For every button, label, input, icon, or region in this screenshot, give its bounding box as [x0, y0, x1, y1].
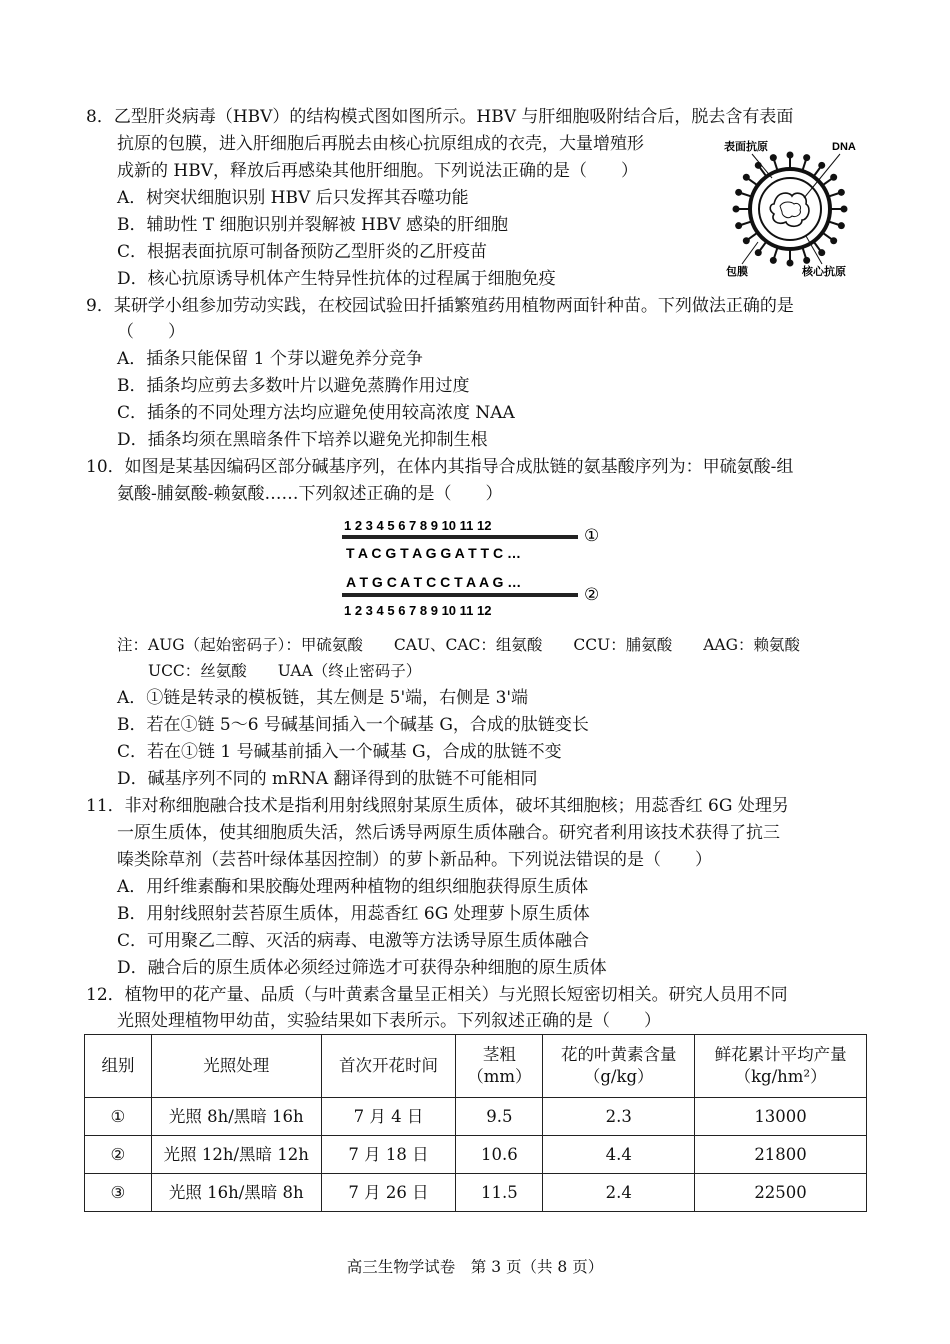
q11-stem-line-2: 一原生质体，使其细胞质失活，然后诱导两原生质体融合。研究者利用该技术获得了抗三	[117, 823, 780, 843]
table-row	[85, 1174, 867, 1212]
q10-option-c: C．若在①链 1 号碱基前插入一个碱基 G，合成的肽链不变	[117, 742, 562, 762]
cell-lutein: 2.4	[543, 1174, 695, 1212]
cell-stem: 9.5	[456, 1098, 543, 1136]
table-header-row	[85, 1035, 867, 1098]
header-group: 组别	[85, 1035, 152, 1098]
header-stem-diameter: 茎粗 （mm）	[456, 1035, 543, 1098]
q11-stem-line-1: 11．非对称细胞融合技术是指利用射线照射某原生质体，破坏其细胞核；用蕊香红 6G 处理另	[86, 796, 789, 816]
q12-stem-line-2: 光照处理植物甲幼苗，实验结果如下表所示。下列叙述正确的是（ ）	[117, 1011, 661, 1031]
envelope-label: 包膜	[726, 266, 748, 278]
strand1-label: ①	[584, 526, 600, 546]
header-flower-yield: 鲜花累计平均产量 （kg/hm²）	[695, 1035, 867, 1098]
q9-option-a: A．插条只能保留 1 个芽以避免养分竞争	[117, 349, 423, 369]
cell-flowering: 7 月 4 日	[321, 1098, 456, 1136]
q10-option-a: A．①链是转录的模板链，其左侧是 5'端，右侧是 3'端	[117, 688, 529, 708]
q10-option-b: B．若在①链 5～6 号碱基间插入一个碱基 G，合成的肽链变长	[117, 715, 589, 735]
q11-option-b: B．用射线照射芸苔原生质体，用蕊香红 6G 处理萝卜原生质体	[117, 904, 590, 924]
spike-head	[770, 257, 777, 264]
spike-head	[830, 174, 837, 181]
spike-head	[787, 152, 794, 159]
q10-note-line-2: UCC：丝氨酸 UAA（终止密码子）	[148, 662, 422, 680]
cell-light: 光照 16h/黑暗 8h	[151, 1174, 321, 1212]
q12-stem-line-1: 12．植物甲的花产量、品质（与叶黄素含量呈正相关）与光照长短密切相关。研究人员用不同	[86, 985, 788, 1005]
spike-head	[743, 237, 750, 244]
q11-option-a: A．用纤维素酶和果胶酶处理两种植物的组织细胞获得原生质体	[117, 877, 589, 897]
table-row	[85, 1136, 867, 1174]
strand2-base-numbers: 1 2 3 4 5 6 7 8 9 10 11 12	[344, 603, 492, 618]
q8-stem-line-2: 抗原的包膜，进入肝细胞后再脱去由核心抗原组成的衣壳，大量增殖形	[117, 134, 644, 154]
q8-option-a: A．树突状细胞识别 HBV 后只发挥其吞噬功能	[117, 188, 469, 208]
cell-yield: 13000	[695, 1098, 867, 1136]
header-lutein-content: 花的叶黄素含量 （g/kg）	[543, 1035, 695, 1098]
q8-stem-line-3: 成新的 HBV，释放后再感染其他肝细胞。下列说法正确的是（ ）	[117, 161, 638, 181]
spike-head	[838, 189, 845, 196]
spike-head	[841, 206, 848, 213]
cell-yield: 22500	[695, 1174, 867, 1212]
cell-flowering: 7 月 26 日	[321, 1174, 456, 1212]
cell-stem: 10.6	[456, 1136, 543, 1174]
capsid-ring	[759, 178, 821, 240]
spike-head	[735, 222, 742, 229]
q8-option-c: C．根据表面抗原可制备预防乙型肝炎的乙肝疫苗	[117, 242, 488, 262]
header-first-flowering: 首次开花时间	[321, 1035, 456, 1098]
strand1-base-numbers: 1 2 3 4 5 6 7 8 9 10 11 12	[344, 518, 492, 533]
dna-label: DNA	[832, 141, 856, 153]
strand1-sequence: T A C G T A G G A T T C …	[346, 545, 521, 561]
q8-option-b: B．辅助性 T 细胞识别并裂解被 HBV 感染的肝细胞	[117, 215, 509, 235]
q10-note-line-1: 注：AUG（起始密码子）：甲硫氨酸 CAU、CAC：组氨酸 CCU：脯氨酸 AAG：赖氨酸	[117, 636, 800, 654]
cell-group: ①	[85, 1098, 152, 1136]
q11-option-d: D．融合后的原生质体必须经过筛选才可获得杂种细胞的原生质体	[117, 958, 607, 978]
spike-head	[830, 237, 837, 244]
strand2-sequence: A T G C A T C C T A A G …	[346, 574, 522, 590]
strand2-bar	[342, 593, 578, 597]
spike-head	[743, 174, 750, 181]
cell-flowering: 7 月 18 日	[321, 1136, 456, 1174]
q9-stem-line-1: 9．某研学小组参加劳动实践，在校园试验田扦插繁殖药用植物两面针种苗。下列做法正确的是	[86, 296, 794, 316]
cell-lutein: 4.4	[543, 1136, 695, 1174]
spike-head	[770, 154, 777, 161]
spike-head	[818, 162, 825, 169]
cell-group: ②	[85, 1136, 152, 1174]
cell-stem: 11.5	[456, 1174, 543, 1212]
q10-option-d: D．碱基序列不同的 mRNA 翻译得到的肽链不可能相同	[117, 769, 538, 789]
q10-stem-line-2: 氨酸-脯氨酸-赖氨酸……下列叙述正确的是（ ）	[117, 484, 503, 504]
q9-stem-line-2: （ ）	[117, 322, 185, 342]
dna-sequence-diagram	[334, 514, 614, 626]
q9-option-c: C．插条的不同处理方法均应避免使用较高浓度 NAA	[117, 403, 515, 423]
spike-head	[755, 249, 762, 256]
q9-option-d: D．插条均须在黑暗条件下培养以避免光抑制生根	[117, 430, 488, 450]
header-light-treatment: 光照处理	[151, 1035, 321, 1098]
q10-stem-line-1: 10．如图是某基因编码区部分碱基序列，在体内其指导合成肽链的氨基酸序列为：甲硫氨酸-组	[86, 457, 794, 477]
strand1-bar	[342, 535, 578, 539]
q9-option-b: B．插条均应剪去多数叶片以避免蒸腾作用过度	[117, 376, 470, 396]
hbv-structure-diagram	[722, 134, 862, 280]
cell-group: ③	[85, 1174, 152, 1212]
cell-lutein: 2.3	[543, 1098, 695, 1136]
surface-antigen-label: 表面抗原	[724, 141, 768, 153]
core-antigen-label: 核心抗原	[802, 266, 846, 278]
q11-option-c: C．可用聚乙二醇、灭活的病毒、电激等方法诱导原生质体融合	[117, 931, 590, 951]
page-footer: 高三生物学试卷 第 3 页（共 8 页）	[346, 1258, 604, 1276]
q8-option-d: D．核心抗原诱导机体产生特异性抗体的过程属于细胞免疫	[117, 269, 556, 289]
q11-stem-line-3: 嗪类除草剂（芸苔叶绿体基因控制）的萝卜新品种。下列说法错误的是（ ）	[117, 850, 712, 870]
cell-light: 光照 12h/黑暗 12h	[151, 1136, 321, 1174]
spike-head	[803, 154, 810, 161]
spike-head	[733, 206, 740, 213]
cell-yield: 21800	[695, 1136, 867, 1174]
table-row	[85, 1098, 867, 1136]
spike-head	[803, 257, 810, 264]
light-treatment-results-table	[84, 1034, 867, 1212]
spike-head	[735, 189, 742, 196]
strand2-label: ②	[584, 585, 600, 605]
q8-stem-line-1: 8．乙型肝炎病毒（HBV）的结构模式图如图所示。HBV 与肝细胞吸附结合后，脱去含有表面	[86, 107, 794, 127]
cell-light: 光照 8h/黑暗 16h	[151, 1098, 321, 1136]
spike-head	[818, 249, 825, 256]
spike-head	[755, 162, 762, 169]
spike-head	[838, 222, 845, 229]
spike-head	[787, 260, 794, 267]
